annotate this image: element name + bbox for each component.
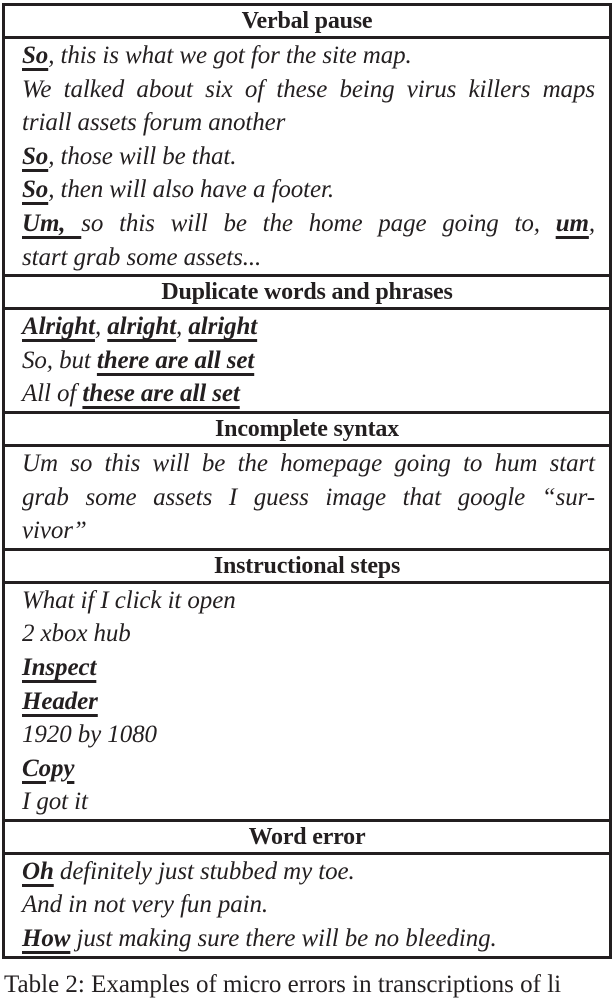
example-line <box>22 39 595 73</box>
highlighted-error-text: So <box>22 142 49 170</box>
transcript-text: So, but <box>22 346 97 374</box>
example-line <box>22 344 595 378</box>
transcript-text: grab some assets I guess image that google “sur- <box>22 483 595 511</box>
example-line <box>22 617 595 651</box>
highlighted-error-text: Header <box>22 687 98 715</box>
micro-errors-table <box>2 3 612 959</box>
transcript-text: , then will also have a footer. <box>48 176 334 204</box>
highlighted-error-text: there are all set <box>96 346 255 374</box>
example-line <box>22 922 595 956</box>
section-body <box>5 855 609 956</box>
transcript-text: , those will be that. <box>48 142 237 170</box>
example-line <box>22 73 595 107</box>
example-line <box>22 207 595 241</box>
transcript-text: 2 xbox hub <box>22 620 131 648</box>
highlighted-error-text: How <box>22 925 71 953</box>
highlighted-error-text: Um, <box>22 209 82 237</box>
transcript-text: definitely just stubbed my toe. <box>53 857 355 885</box>
transcript-text: , <box>176 313 189 341</box>
section-header: Incomplete syntax <box>5 414 609 447</box>
transcript-text: , this is what we got for the site map. <box>48 42 412 69</box>
transcript-text: vivor” <box>22 517 87 545</box>
transcript-text: triall assets forum another <box>22 109 286 137</box>
transcript-text: so this will be the home page going to, <box>81 209 556 237</box>
table-caption: Table 2: Examples of micro errors in transcriptions of li <box>4 971 562 998</box>
transcript-text: What if I click it open <box>22 586 236 614</box>
example-line <box>22 481 595 515</box>
transcript-text: 1920 by 1080 <box>22 721 157 749</box>
example-line <box>22 447 595 481</box>
example-line <box>22 888 595 922</box>
example-line <box>22 173 595 207</box>
section-header: Duplicate words and phrases <box>5 277 609 310</box>
highlighted-error-text: alright <box>188 313 258 341</box>
highlighted-error-text: these are all set <box>82 380 240 408</box>
highlighted-error-text: Inspect <box>22 653 97 681</box>
example-line <box>22 310 595 344</box>
transcript-text: , <box>588 209 595 237</box>
transcript-text: , <box>94 313 108 341</box>
example-line <box>22 855 595 889</box>
transcript-text: I got it <box>22 788 88 816</box>
section-body <box>5 39 609 277</box>
transcript-text: Um so this will be the homepage going to hum start <box>22 449 595 477</box>
example-line <box>22 377 595 411</box>
transcript-text: start grab some assets... <box>22 243 262 271</box>
highlighted-error-text: um <box>555 209 589 237</box>
section-header: Word error <box>5 822 609 855</box>
example-line <box>22 140 595 174</box>
section-body <box>5 584 609 822</box>
example-line <box>22 651 595 685</box>
highlighted-error-text: Alright <box>22 313 95 341</box>
example-line <box>22 752 595 786</box>
highlighted-error-text: Copy <box>22 754 75 782</box>
transcript-text: And in not very fun pain. <box>22 891 269 919</box>
section-body <box>5 447 609 551</box>
transcript-text: just making sure there will be no bleeding. <box>70 925 497 953</box>
highlighted-error-text: So <box>22 42 49 69</box>
highlighted-error-text: So <box>22 176 49 204</box>
example-line <box>22 685 595 719</box>
highlighted-error-text: Oh <box>22 857 54 885</box>
section-body <box>5 310 609 414</box>
transcript-text: We talked about six of these being virus killers maps <box>22 75 595 103</box>
section-header: Instructional steps <box>5 551 609 584</box>
highlighted-error-text: alright <box>107 313 177 341</box>
example-line <box>22 584 595 618</box>
example-line <box>22 785 595 819</box>
section-header: Verbal pause <box>5 6 609 39</box>
example-line <box>22 106 595 140</box>
transcript-text: All of <box>22 380 83 408</box>
example-line <box>22 514 595 548</box>
example-line <box>22 718 595 752</box>
example-line <box>22 241 595 275</box>
